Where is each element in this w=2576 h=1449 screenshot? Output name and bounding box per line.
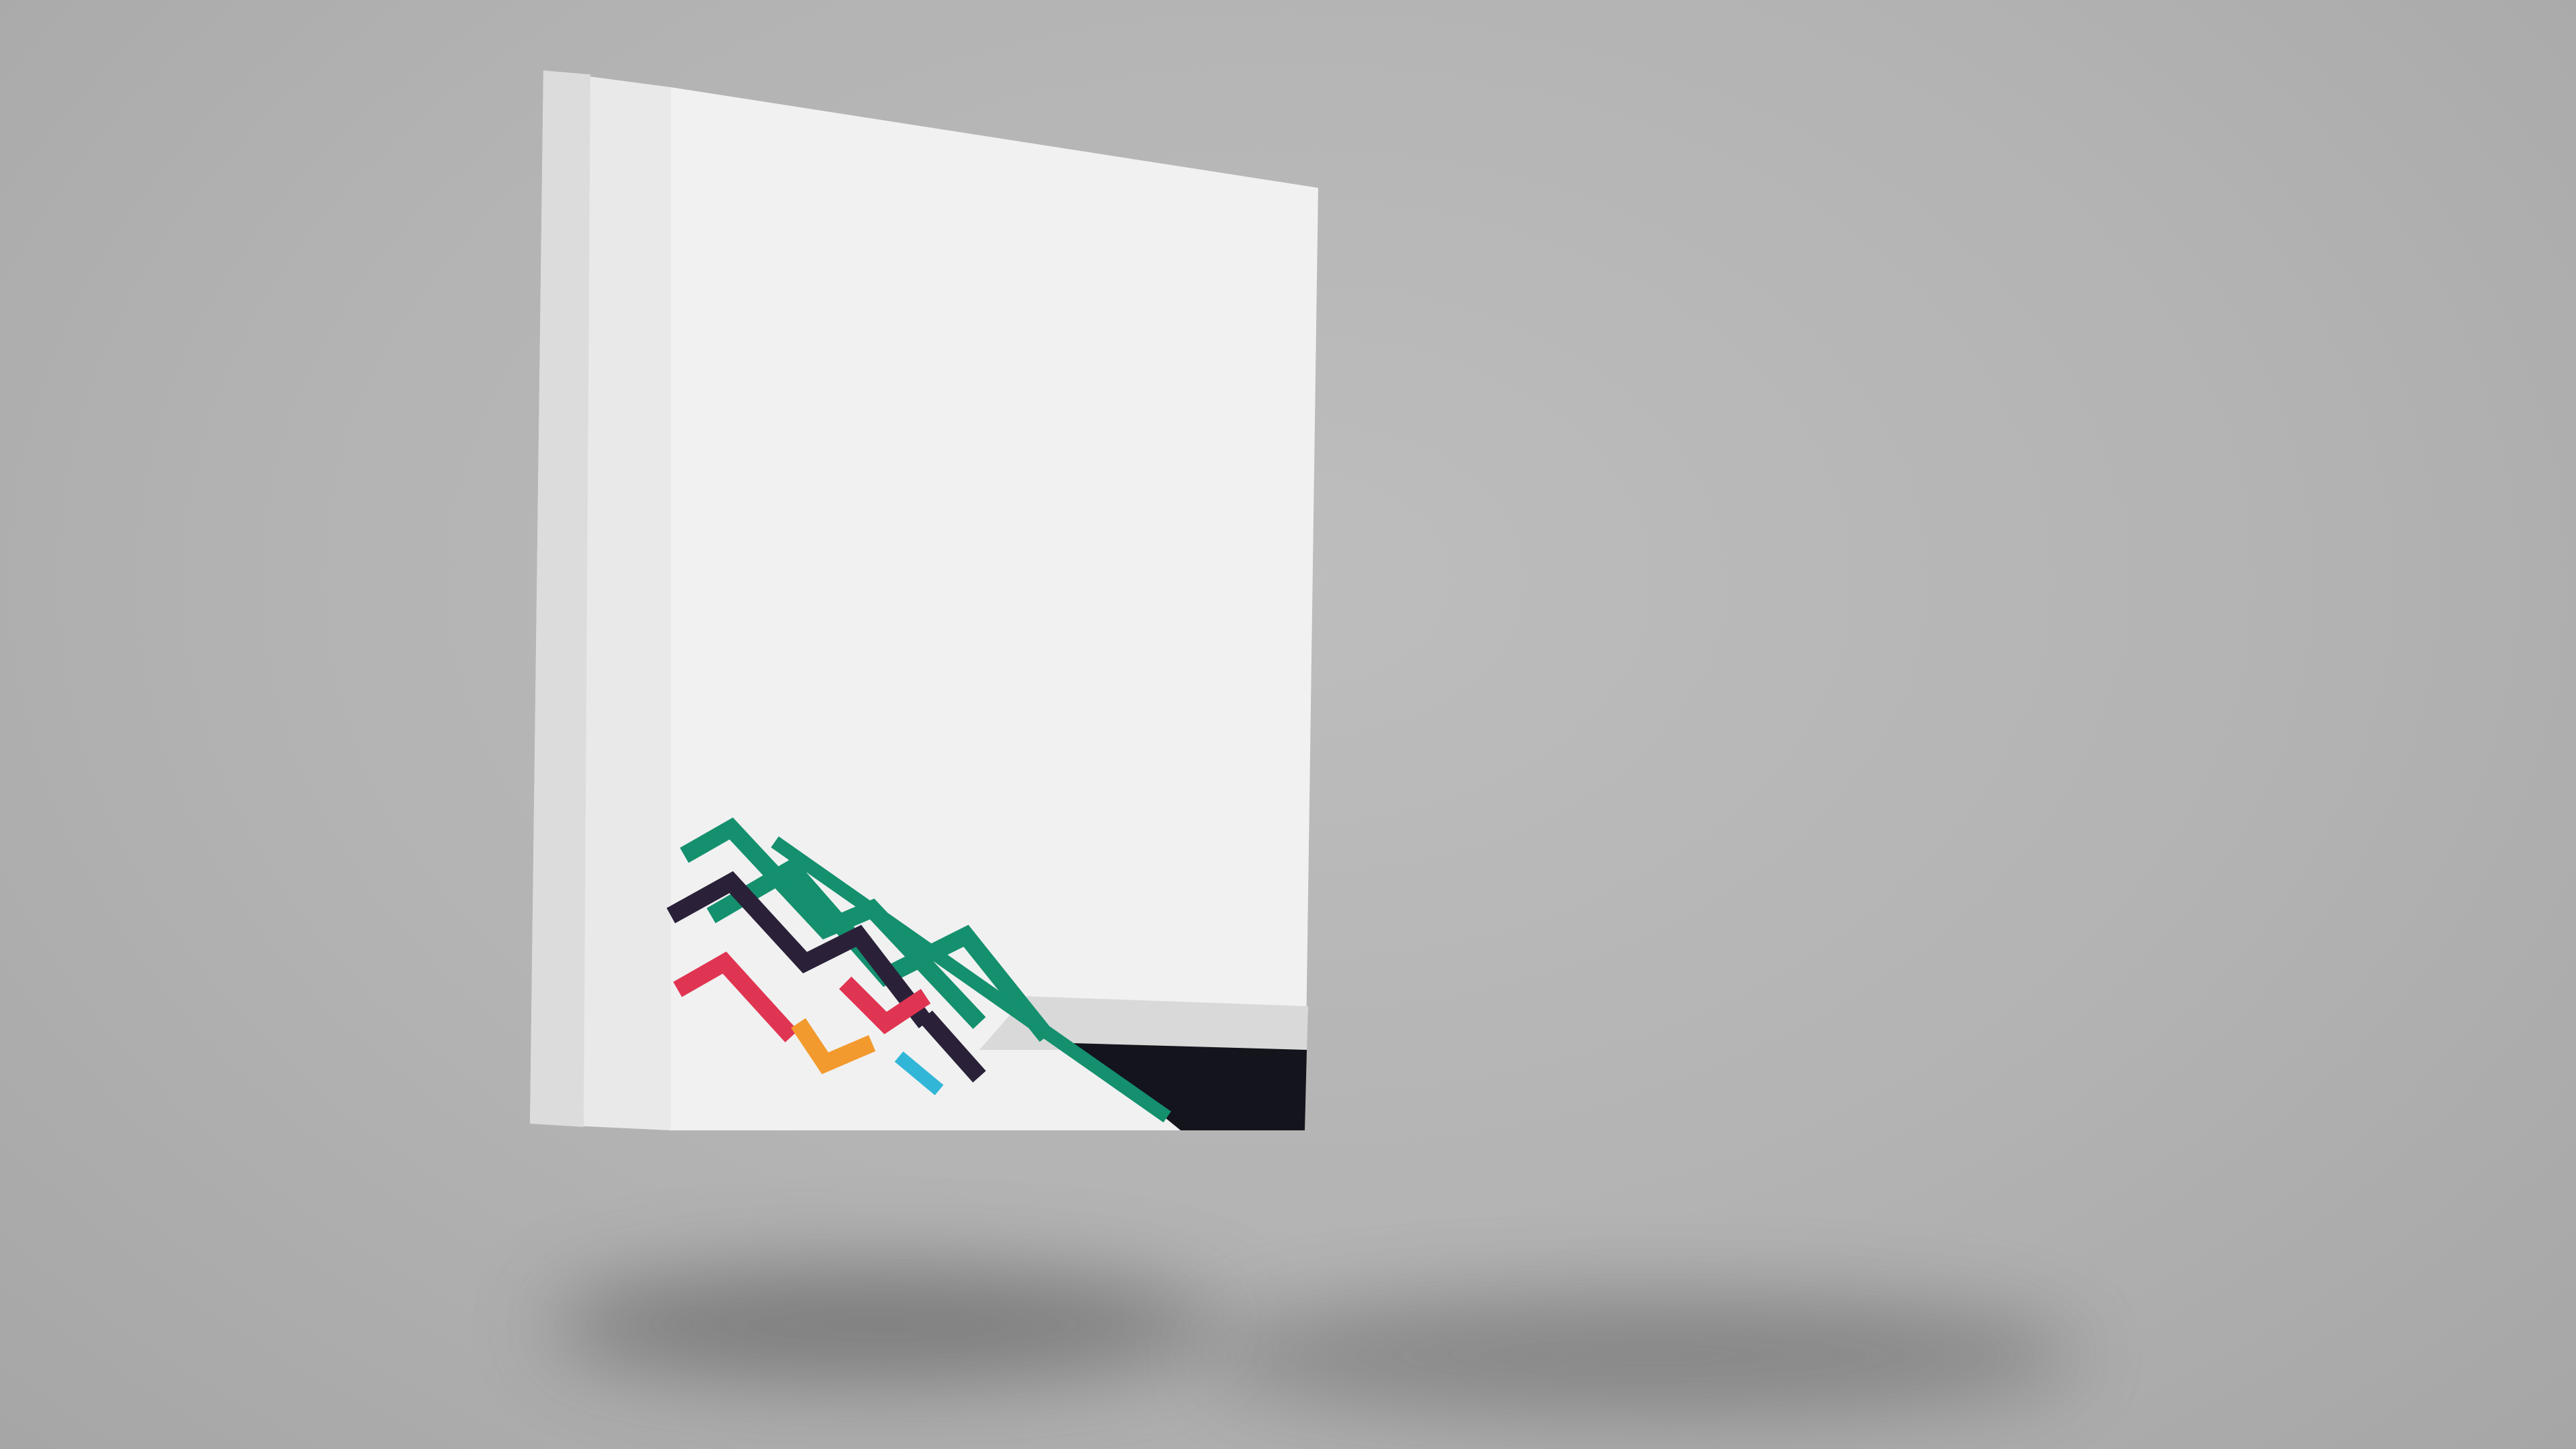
ground-shadow-right	[1208, 1295, 2080, 1415]
back-book-body	[510, 70, 1342, 1144]
ground-shadow-left	[550, 1268, 1221, 1382]
back-book	[510, 70, 1342, 1144]
